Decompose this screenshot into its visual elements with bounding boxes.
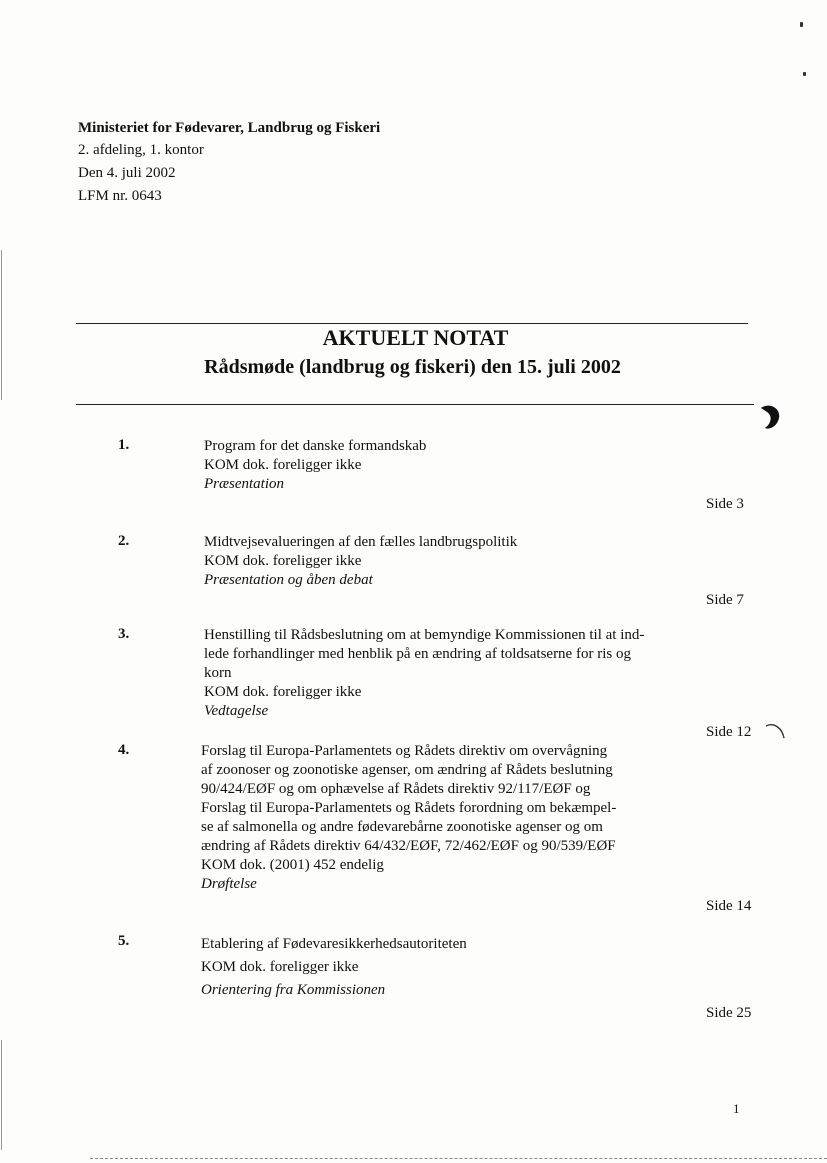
scan-edge <box>1 250 2 400</box>
agenda-item-line: KOM dok. foreligger ikke <box>204 457 362 473</box>
agenda-item-line: Midtvejsevalueringen af den fælles landbrugspolitik <box>204 534 518 550</box>
agenda-item-status: Præsentation og åben debat <box>204 572 373 588</box>
scan-edge <box>90 1158 827 1160</box>
agenda-item <box>204 626 704 721</box>
scan-speck <box>803 72 806 76</box>
agenda-item-line: KOM dok. foreligger ikke <box>204 553 362 569</box>
department: 2. afdeling, 1. kontor <box>78 142 204 158</box>
agenda-item-line: lede forhandlinger med henblik på en ændring af toldsatserne for ris og <box>204 646 631 662</box>
agenda-item-status: Orientering fra Kommissionen <box>201 982 386 998</box>
document-date: Den 4. juli 2002 <box>78 165 176 181</box>
scan-edge <box>1 1040 2 1150</box>
agenda-item-line: ændring af Rådets direktiv 64/432/EØF, 72/462/EØF og 90/539/EØF <box>201 838 616 854</box>
agenda-item-number: 1. <box>118 437 130 453</box>
agenda-item-status: Drøftelse <box>201 876 257 892</box>
agenda-item-line: se af salmonella og andre fødevarebårne zoonotiske agenser og om <box>201 819 603 835</box>
page-reference: Side 25 <box>706 1005 752 1021</box>
title-bottom-rule <box>76 404 754 405</box>
agenda-item-number: 5. <box>118 933 130 949</box>
agenda-item-number: 3. <box>118 626 130 642</box>
document-title: AKTUELT NOTAT <box>322 325 509 350</box>
agenda-item-number: 2. <box>118 533 130 549</box>
page-reference: Side 12 <box>706 724 752 740</box>
title-top-rule <box>76 323 748 324</box>
agenda-item-number: 4. <box>118 742 130 758</box>
agenda-item-line: 90/424/EØF og om ophævelse af Rådets direktiv 92/117/EØF og <box>201 781 591 797</box>
agenda-item-line: Etablering af Fødevaresikkerhedsautoriteten <box>201 936 467 952</box>
page-reference: Side 14 <box>706 898 752 914</box>
agenda-item-line: Forslag til Europa-Parlamentets og Rådets forordning om bekæmpel- <box>201 800 617 816</box>
page-reference: Side 3 <box>706 496 744 512</box>
agenda-item-line: af zoonoser og zoonotiske agenser, om ændring af Rådets beslutning <box>201 762 613 778</box>
agenda-item <box>204 533 704 590</box>
agenda-item-line: Forslag til Europa-Parlamentets og Rådets direktiv om overvågning <box>201 743 608 759</box>
scan-speck <box>800 22 803 27</box>
agenda-item-line: KOM dok. foreligger ikke <box>204 684 362 700</box>
document-subtitle: Rådsmøde (landbrug og fiskeri) den 15. juli 2002 <box>204 356 621 378</box>
ministry-name: Ministeriet for Fødevarer, Landbrug og Fiskeri <box>78 120 381 136</box>
agenda-item <box>201 742 701 894</box>
agenda-item-line: Program for det danske formandskab <box>204 438 427 454</box>
page-number: 1 <box>733 1101 740 1116</box>
agenda-item-line: korn <box>204 665 232 681</box>
agenda-item <box>204 437 704 494</box>
punch-hole-mark <box>755 400 785 434</box>
agenda-item-status: Vedtagelse <box>204 703 269 719</box>
agenda-item <box>201 933 701 1002</box>
agenda-item-status: Præsentation <box>204 476 285 492</box>
page-reference: Side 7 <box>706 592 744 608</box>
agenda-item-line: KOM dok. (2001) 452 endelig <box>201 857 384 873</box>
agenda-item-line: Henstilling til Rådsbeslutning om at bemyndige Kommissionen til at ind- <box>204 627 645 643</box>
reference-number: LFM nr. 0643 <box>78 188 162 204</box>
punch-hole-mark <box>762 720 788 746</box>
agenda-item-line: KOM dok. foreligger ikke <box>201 959 359 975</box>
